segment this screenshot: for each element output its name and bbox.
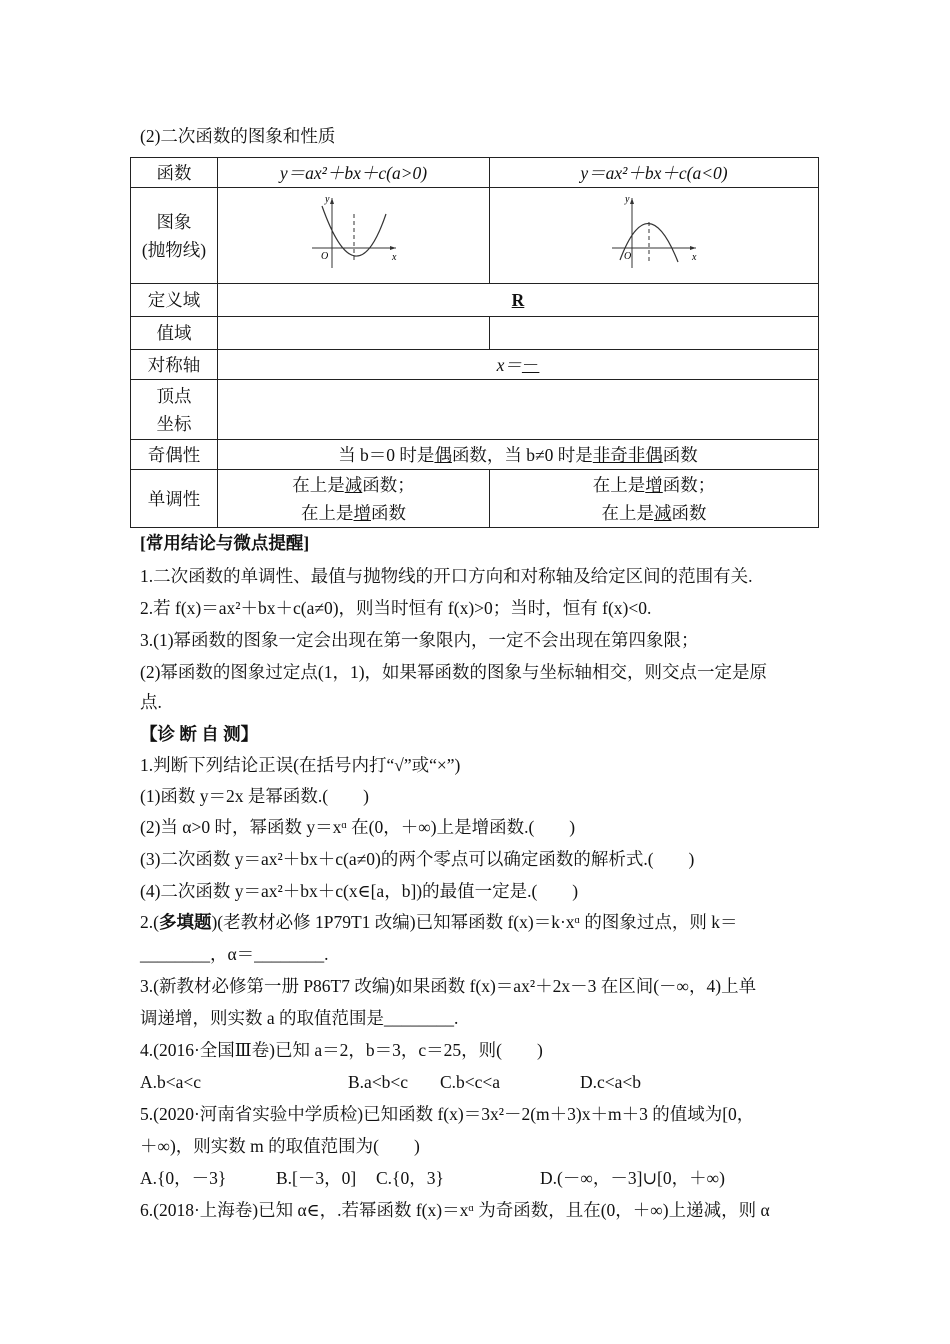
graph-label xyxy=(131,188,218,284)
table-row xyxy=(131,470,819,528)
section-title: (2)二次函数的图象和性质 xyxy=(140,126,336,146)
mono-positive-line-1 xyxy=(218,471,489,499)
q4-option-b: B.a<b<c xyxy=(348,1072,409,1092)
axis-y-label: y xyxy=(324,193,329,205)
y-axis-arrow-icon xyxy=(630,198,634,204)
origin-label: O xyxy=(624,250,632,262)
mono-text: 函数 xyxy=(671,502,707,523)
conclusions-title: [常用结论与微点提醒] xyxy=(140,533,310,553)
question-5: 5.(2020·河南省实验中学质检)已知函数 f(x)＝3x²－2(m＋3)x＋m＋3 的值域为[0， xyxy=(140,1104,755,1124)
parity-label: 奇偶性 xyxy=(131,440,218,470)
conclusion-line-2: 2.若 f(x)＝ax²＋bx＋c(a≠0)，则当时恒有 f(x)>0；当时，恒有 f(x)<0. xyxy=(140,598,652,618)
mono-negative-line-1 xyxy=(490,471,818,499)
question-2-blanks: ________，α＝________. xyxy=(140,944,329,964)
mono-text: 在上是 xyxy=(292,474,345,495)
question-4: 4.(2016·全国Ⅲ卷)已知 a＝2，b＝3，c＝25，则( ) xyxy=(140,1040,543,1060)
question-3: 3.(新教材必修第一册 P86T7 改编)如果函数 f(x)＝ax²＋2x－3 在区间(－∞，4)上单 xyxy=(140,976,757,996)
conclusion-line-3: 3.(1)幂函数的图象一定会出现在第一象限内，一定不会出现在第四象限； xyxy=(140,630,699,650)
conclusion-line-1: 1.二次函数的单调性、最值与抛物线的开口方向和对称轴及给定区间的范围有关. xyxy=(140,566,753,586)
symmetry-axis-label: 对称轴 xyxy=(131,350,218,380)
table-row xyxy=(131,380,819,440)
range-label: 值域 xyxy=(131,317,218,350)
domain-value: R xyxy=(218,284,819,317)
table-row xyxy=(131,440,819,470)
q4-option-c: C.b<c<a xyxy=(440,1072,501,1092)
table-row xyxy=(131,317,819,350)
parity-neither: 非奇非偶 xyxy=(592,444,663,465)
question-1-1: (1)函数 y＝2x 是幂函数.( ) xyxy=(140,786,369,806)
question-1-4: (4)二次函数 y＝ax²＋bx＋c(x∈[a，b])的最值一定是.( ) xyxy=(140,881,579,901)
header-label: 函数 xyxy=(131,158,218,188)
quadratic-properties-table xyxy=(130,157,819,528)
range-value-positive xyxy=(218,317,490,350)
mono-increasing: 增 xyxy=(353,502,371,523)
q2-text: )(老教材必修 1P79T1 改编)已知幂函数 f(x)＝k·xᵅ 的图象过点，则 k＝ xyxy=(211,912,738,932)
mono-positive-line-2 xyxy=(218,499,489,527)
upward-parabola-graph xyxy=(304,192,404,272)
q5-option-b: B.[－3，0] xyxy=(276,1168,357,1188)
mono-text: 函数； xyxy=(362,474,415,495)
diagnosis-title: 【诊 断 自 测】 xyxy=(140,724,259,744)
q5-option-d: D.(－∞，－3]∪[0，＋∞) xyxy=(540,1168,725,1188)
mono-negative-line-2 xyxy=(490,499,818,527)
mono-increasing: 增 xyxy=(645,474,663,495)
mono-decreasing: 减 xyxy=(654,502,672,523)
table-row xyxy=(131,188,819,284)
vertex-label-line-1: 顶点 xyxy=(156,385,192,406)
table-row xyxy=(131,284,819,317)
origin-label: O xyxy=(320,250,328,262)
parity-even: 偶 xyxy=(434,444,452,465)
vertex-label-line-2: 坐标 xyxy=(156,413,192,434)
monotonicity-label: 单调性 xyxy=(131,470,218,528)
header-a-positive: y＝ax²＋bx＋c(a>0) xyxy=(218,158,490,188)
parity-text-1: 当 b＝0 时是 xyxy=(338,444,435,465)
q2-prefix: 2.( xyxy=(140,912,159,932)
table-row xyxy=(131,158,819,188)
question-5-cont: ＋∞)，则实数 m 的取值范围为( ) xyxy=(140,1136,420,1156)
question-6: 6.(2018·上海卷)已知 α∈，.若幂函数 f(x)＝xᵅ 为奇函数，且在(0，＋∞)上递减，则 α xyxy=(140,1200,770,1220)
table-row xyxy=(131,350,819,380)
question-1-2: (2)当 α>0 时，幂函数 y＝xᵅ 在(0，＋∞)上是增函数.( ) xyxy=(140,817,576,837)
parity-text-5: 函数 xyxy=(662,444,698,465)
q4-option-a: A.b<a<c xyxy=(140,1072,202,1092)
question-1-3: (3)二次函数 y＝ax²＋bx＋c(a≠0)的两个零点可以确定函数的解析式.( ) xyxy=(140,849,695,869)
monotonicity-positive xyxy=(218,470,490,528)
q2-multi-fill-tag: 多填题 xyxy=(158,912,212,932)
mono-text: 函数； xyxy=(662,474,716,495)
conclusion-line-5: 点. xyxy=(140,692,162,712)
x-axis-arrow-icon xyxy=(390,246,396,250)
header-a-negative: y＝ax²＋bx＋c(a<0) xyxy=(490,158,819,188)
downward-parabola-graph xyxy=(604,192,704,272)
q5-option-c: C.{0，3} xyxy=(376,1168,444,1188)
axis-y-label: y xyxy=(625,193,630,205)
symmetry-axis-value xyxy=(218,350,819,380)
mono-text: 函数 xyxy=(371,502,406,523)
q4-option-d: D.c<a<b xyxy=(580,1072,642,1092)
graph-label-line-1: 图象 xyxy=(156,211,192,232)
question-3-cont: 调递增，则实数 a 的取值范围是________. xyxy=(140,1008,459,1028)
mono-text: 在上是 xyxy=(601,502,654,523)
mono-text: 在上是 xyxy=(592,474,646,495)
x-axis-arrow-icon xyxy=(690,246,696,250)
question-1: 1.判断下列结论正误(在括号内打“√”或“×”) xyxy=(140,755,461,775)
graph-cell-upward xyxy=(218,188,490,284)
range-value-negative xyxy=(490,317,819,350)
parity-value xyxy=(218,440,819,470)
vertex-label xyxy=(131,380,218,440)
q5-option-a: A.{0，－3} xyxy=(140,1168,227,1188)
y-axis-arrow-icon xyxy=(330,198,334,204)
axis-x-label: x xyxy=(692,251,697,263)
graph-cell-downward xyxy=(490,188,819,284)
question-2 xyxy=(140,910,738,934)
vertex-value xyxy=(218,380,819,440)
symmetry-axis-prefix: x＝ xyxy=(496,354,522,375)
axis-x-label: x xyxy=(391,251,396,263)
parity-text-3: 函数，当 b≠0 时是 xyxy=(451,444,593,465)
mono-decreasing: 减 xyxy=(344,474,363,495)
monotonicity-negative xyxy=(490,470,819,528)
symmetry-axis-blank: － xyxy=(521,354,540,375)
graph-label-line-2: (抛物线) xyxy=(141,239,207,260)
mono-text: 在上是 xyxy=(301,502,354,523)
domain-label: 定义域 xyxy=(131,284,218,317)
conclusion-line-4: (2)幂函数的图象过定点(1，1)，如果幂函数的图象与坐标轴相交，则交点一定是原 xyxy=(140,662,768,682)
